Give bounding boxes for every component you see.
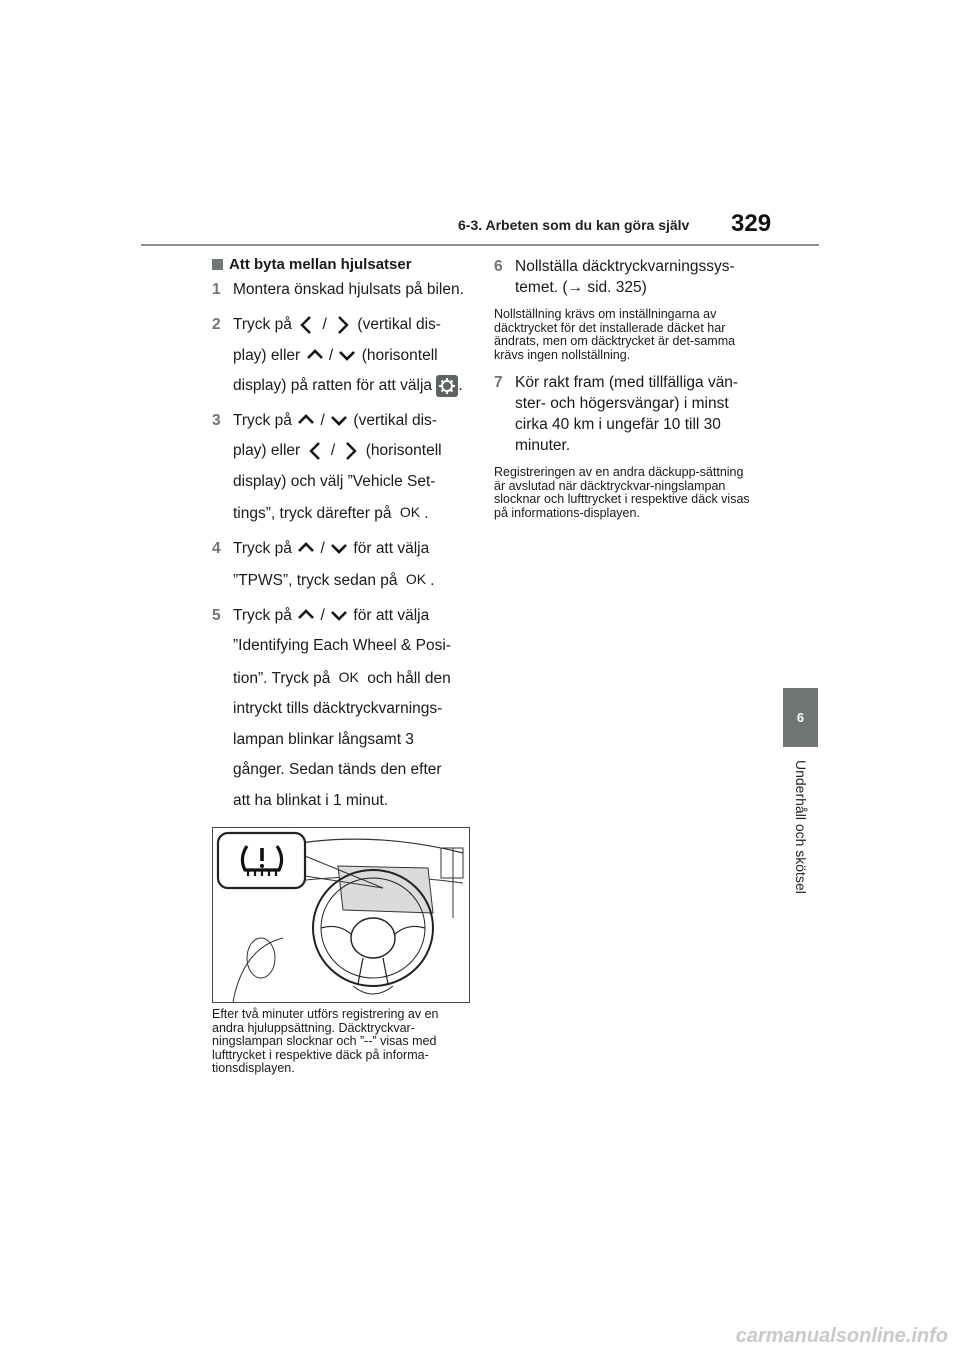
step-number: 5 xyxy=(212,606,221,624)
gear-icon xyxy=(436,375,458,397)
step-text-part: för att välja xyxy=(353,606,430,624)
step-3 xyxy=(212,406,470,530)
step-text-part: Tryck på xyxy=(233,539,292,557)
step-4 xyxy=(212,534,470,597)
step-text-part: display) på ratten för att välja xyxy=(233,377,433,394)
step-text-part: play) eller xyxy=(233,346,301,364)
step-number: 7 xyxy=(494,374,503,391)
step-text-part: Tryck på xyxy=(233,316,292,333)
ok-button-icon: OK xyxy=(405,571,427,587)
step-text: Montera önskad hjulsats på bilen. xyxy=(233,281,464,298)
section-heading-text: Att byta mellan hjulsatser xyxy=(229,256,412,273)
step-text-part: display) och välj ”Vehicle Set- xyxy=(233,472,436,490)
step-text-part: gånger. Sedan tänds den efter xyxy=(233,761,442,778)
chevron-up-icon xyxy=(296,605,316,625)
step-text: Kör rakt fram (med tillfälliga vän-ster- och högersvängar) i minst cirka 40 km i ungefär 10 till 30 minuter. xyxy=(515,374,739,454)
period: . xyxy=(424,505,429,522)
chapter-tab-number[interactable]: 6 xyxy=(783,688,818,747)
figure-caption: Efter två minuter utförs registrering av en andra hjuluppsättning. Däcktryckvar-ningslampan slocknar och ”--” visas med lufttrycket i respektive däck på informa-tionsdisplayen. xyxy=(212,1007,439,1075)
slash: / xyxy=(328,346,334,364)
slash: / xyxy=(320,539,325,557)
step-text-part: Tryck på xyxy=(233,606,292,624)
step-text-part: Tryck på xyxy=(233,411,292,429)
watermark: carmanualsonline.info xyxy=(735,1325,948,1347)
step-number: 4 xyxy=(212,539,221,557)
slash: / xyxy=(322,316,327,333)
header-divider xyxy=(141,244,819,246)
chevron-right-icon xyxy=(339,440,361,462)
step-text-part: intryckt tills däcktryckvarnings- xyxy=(233,700,443,717)
step-text: Nollställa däcktryckvarningssys-temet. (→ sid. 325) xyxy=(515,258,735,296)
chevron-left-icon xyxy=(305,440,327,462)
note-step-6: Nollställning krävs om inställningarna av däcktrycket för det installerade däcket har ändrats, men om däcktrycket är det-samma krävs ingen nollställning. xyxy=(494,307,736,362)
step-text-part: tion”. Tryck på xyxy=(233,669,331,687)
step-text-part: (horisontell xyxy=(365,442,442,459)
step-text-part: att ha blinkat i 1 minut. xyxy=(233,791,389,809)
step-text-part: (vertikal dis- xyxy=(353,411,437,429)
chevron-down-icon xyxy=(329,538,349,558)
ok-button-icon: OK xyxy=(399,504,421,520)
step-5 xyxy=(212,601,470,817)
chevron-left-icon xyxy=(296,314,318,336)
step-number: 1 xyxy=(212,281,221,298)
step-text-part: (vertikal dis- xyxy=(357,316,441,333)
step-text-part: tings”, tryck därefter på xyxy=(233,505,392,522)
step-7 xyxy=(494,372,752,456)
step-text-part: lampan blinkar långsamt 3 xyxy=(233,730,414,748)
left-column xyxy=(212,256,470,820)
slash: / xyxy=(320,606,325,624)
step-text-part: ”TPWS”, tryck sedan på xyxy=(233,572,398,589)
step-text xyxy=(233,406,470,530)
chevron-up-icon xyxy=(296,538,316,558)
section-heading xyxy=(212,256,470,273)
chevron-down-icon xyxy=(329,410,349,430)
step-text-part: (horisontell xyxy=(361,346,438,364)
period: . xyxy=(430,572,435,589)
step-2 xyxy=(212,310,470,402)
step-text-part: play) eller xyxy=(233,442,301,459)
chevron-up-icon xyxy=(296,410,316,430)
step-1 xyxy=(212,279,470,300)
square-bullet-icon xyxy=(212,259,223,270)
step-text-part: för att välja xyxy=(353,539,430,557)
note-step-7: Registreringen av en andra däckupp-sättning är avslutad när däcktryckvar-ningslampan slocknar och lufttrycket i respektive däck visas på informations-displayen. xyxy=(494,465,750,520)
tpms-warning-icon xyxy=(237,840,287,880)
slash: / xyxy=(320,411,325,429)
period: . xyxy=(458,377,463,394)
step-6 xyxy=(494,256,752,298)
step-number: 6 xyxy=(494,258,503,275)
step-text xyxy=(233,601,470,817)
right-column xyxy=(494,256,752,530)
slash: / xyxy=(330,442,336,459)
chapter-tab-title: Underhåll och skötsel xyxy=(793,760,809,894)
step-number: 3 xyxy=(212,411,221,429)
section-title: 6-3. Arbeten som du kan göra själv xyxy=(458,217,690,233)
step-number: 2 xyxy=(212,316,221,333)
chevron-down-icon xyxy=(329,605,349,625)
chevron-right-icon xyxy=(331,314,353,336)
page-number: 329 xyxy=(731,210,772,237)
step-text xyxy=(233,534,470,597)
step-text-part: ”Identifying Each Wheel & Posi- xyxy=(233,637,451,654)
step-text-part: och håll den xyxy=(367,669,451,687)
steering-wheel-illustration xyxy=(212,827,470,1003)
chevron-up-icon xyxy=(305,345,325,365)
ok-button-icon: OK xyxy=(338,668,359,685)
step-text xyxy=(233,310,470,402)
chevron-down-icon xyxy=(337,345,357,365)
